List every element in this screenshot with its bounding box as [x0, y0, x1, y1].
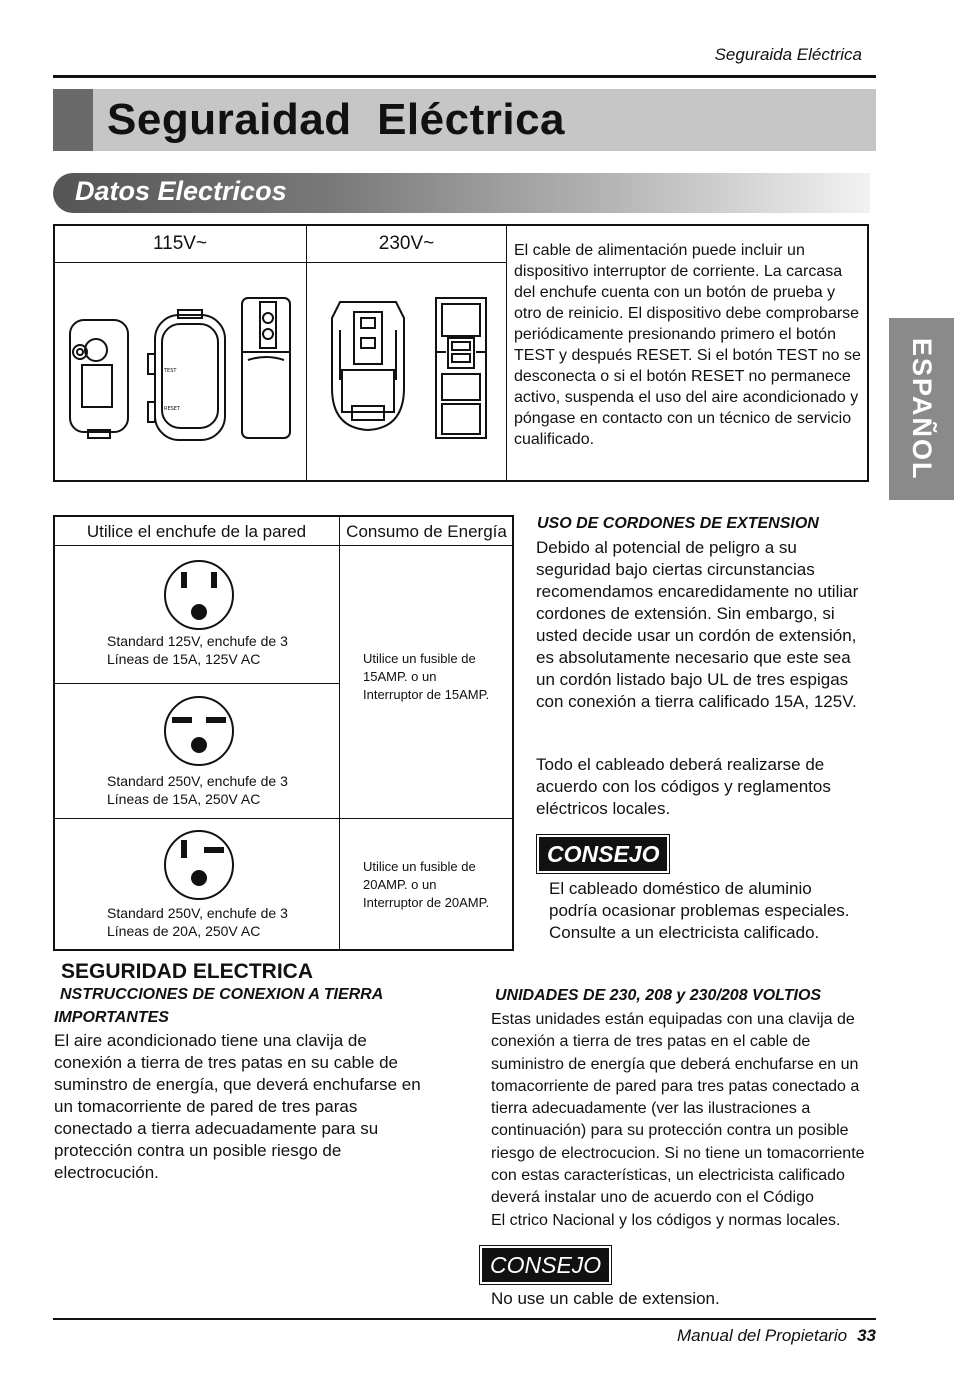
seguridad-heading: SEGURIDAD ELECTRICA	[61, 960, 314, 983]
gfci-description: El cable de alimentación puede incluir un dispositivo interruptor de corriente. La carcasa del enchufe cuenta con un botón de prueba y otro de reinicio. El dispositivo debe comprobarse periódicamente presionando primero el botón TEST y después RESET. Si el botón TEST no se desconecta o si el botón RESET no permanece activo, suspenda el uso del aire acondicionado y póngase en contacto con un técnico de servicio cualificado.	[514, 242, 861, 448]
seguridad-sub1: NSTRUCCIONES DE CONEXION A TIERRA	[60, 986, 384, 1003]
fuse-15-line3: Interruptor de 15AMP.	[363, 687, 490, 702]
power-column-header: Consumo de Energía	[346, 522, 507, 541]
seguridad-line: conexión a tierra de tres patas en su cable de	[54, 1053, 398, 1072]
outlet-125v-15a-icon	[162, 558, 236, 632]
consejo1-line: Consulte a un electricista calificado.	[549, 923, 820, 942]
seguridad-line: un tomacorriente de pared de tres paras	[54, 1097, 358, 1116]
voltage-table-divider	[506, 225, 507, 481]
page-number: 33	[857, 1326, 876, 1345]
outlet-row-1-line1: Standard 125V, enchufe de 3	[107, 633, 288, 649]
plugs-115v-illustration	[60, 290, 300, 450]
fuse-20-line3: Interruptor de 20AMP.	[363, 895, 490, 910]
unidades-line: El ctrico Nacional y los códigos y normas locales.	[491, 1211, 841, 1229]
unidades-line: riesgo de electrocucion. Si no tiene un tomacorriente	[491, 1144, 865, 1162]
outlet-column-header: Utilice el enchufe de la pared	[86, 522, 307, 541]
outlet-250v-20a-icon	[162, 828, 236, 902]
extension-line: un cordón listado bajo UL de tres espigas	[536, 670, 849, 689]
unidades-line: conexión a tierra de tres patas en el cable de	[491, 1033, 811, 1051]
wiring-text	[536, 754, 881, 820]
consejo1-text	[549, 878, 879, 944]
plug-reset-label: RESET	[164, 406, 181, 412]
header-rule	[53, 75, 876, 78]
seguridad-line: electrocución.	[54, 1163, 159, 1182]
outlet-table	[53, 515, 514, 951]
extension-text	[536, 537, 881, 713]
plug-gfci-small-icon	[70, 320, 128, 438]
plugs-230v-illustration	[318, 290, 498, 450]
seguridad-line: protección contra un posible riesgo de	[54, 1141, 342, 1160]
consejo1-line: El cableado doméstico de aluminio	[549, 879, 812, 898]
unidades-line: deverá instalar uno de acuerdo con el Código	[491, 1189, 814, 1207]
fuse-20-line2: 20AMP. o un	[363, 877, 437, 892]
extension-line: recomendamos encaredidamente no utiliar	[536, 582, 859, 601]
outlet-table-row-rule	[54, 683, 339, 684]
language-tab-label: ESPAÑOL	[907, 337, 937, 481]
extension-line: con conexión a tierra calificado 15A, 125V.	[536, 692, 857, 711]
plug-gfci-rounded-icon	[148, 310, 225, 440]
outlet-row-2-line1: Standard 250V, enchufe de 3	[107, 773, 288, 789]
extension-heading: USO DE CORDONES DE EXTENSION	[537, 515, 819, 532]
page-title: Seguraidad Eléctrica	[107, 95, 566, 144]
unidades-text	[491, 1009, 891, 1232]
extension-line: cordones de extensión. Sin embargo, si	[536, 604, 835, 623]
outlet-row-3-line2: Líneas de 20A, 250V AC	[107, 923, 261, 939]
unidades-heading: UNIDADES DE 230, 208 y 230/208 VOLTIOS	[495, 987, 822, 1004]
wiring-line: eléctricos locales.	[536, 799, 671, 818]
plug-test-label: TEST	[164, 368, 177, 374]
unidades-line: Estas unidades están equipadas con una clavija de	[491, 1011, 855, 1028]
outlet-250v-15a-icon	[162, 694, 236, 768]
outlet-table-row-rule	[54, 818, 513, 819]
outlet-row-2-line2: Líneas de 15A, 250V AC	[107, 791, 261, 807]
unidades-line: tomacorriente de pared para tres patas conectado a	[491, 1077, 860, 1095]
consejo2-text: No use un cable de extension.	[491, 1289, 720, 1308]
page-footer	[560, 1326, 876, 1346]
footer-rule	[53, 1318, 876, 1320]
outlet-table-header-rule	[54, 545, 513, 546]
unidades-line: con estas características, un electricista calificado	[491, 1167, 845, 1185]
language-tab-label-wrap	[889, 318, 954, 500]
extension-line: es absolutamente necesario que este sea	[536, 648, 851, 667]
running-header: Seguraida Eléctrica	[714, 45, 862, 64]
voltage-115-header: 115V~	[152, 233, 208, 254]
unidades-line: continuación) para su protección contra un posible	[491, 1122, 849, 1140]
consejo-badge: CONSEJO	[482, 1248, 609, 1282]
voltage-table-header-rule	[54, 262, 506, 263]
seguridad-line: suminstro de energía, que deverá enchufarse en	[54, 1075, 421, 1094]
fuse-15-line2: 15AMP. o un	[363, 669, 437, 684]
seguridad-line: conectado a tierra adecuadamente para su	[54, 1119, 379, 1138]
unidades-line: suministro de energía que deberá enchufarse en un	[491, 1055, 859, 1073]
voltage-table-divider	[306, 225, 307, 481]
plug-gfci-tall-icon	[242, 298, 290, 438]
consejo-badge: CONSEJO	[539, 837, 667, 871]
fuse-20-line1: Utilice un fusible de	[363, 859, 476, 874]
plug-230-tall-icon	[436, 298, 486, 438]
extension-line: seguridad bajo ciertas circunstancias	[536, 560, 815, 579]
outlet-row-3-line1: Standard 250V, enchufe de 3	[107, 905, 288, 921]
extension-line: Debido al potencial de peligro a su	[536, 538, 797, 557]
seguridad-text	[54, 1030, 454, 1184]
extension-line: usted decide usar un cordón de extensión,	[536, 626, 857, 645]
footer-label: Manual del Propietario	[676, 1326, 848, 1345]
title-accent-block	[53, 89, 93, 151]
seguridad-line: El aire acondicionado tiene una clavija de	[54, 1031, 367, 1050]
plug-230-wide-icon	[332, 302, 404, 430]
seguridad-sub2: IMPORTANTES	[54, 1009, 169, 1026]
unidades-line: tierra adecuadamente (ver las ilustraciones a	[491, 1100, 811, 1118]
wiring-line: acuerdo con los códigos y reglamentos	[536, 777, 831, 796]
voltage-230-header: 230V~	[378, 233, 435, 254]
wiring-line: Todo el cableado deberá realizarse de	[536, 755, 825, 774]
section-title: Datos Electricos	[75, 176, 287, 206]
fuse-15-line1: Utilice un fusible de	[363, 651, 476, 666]
outlet-row-1-line2: Líneas de 15A, 125V AC	[107, 651, 261, 667]
outlet-table-divider	[339, 516, 340, 950]
consejo1-line: podría ocasionar problemas especiales.	[549, 901, 850, 920]
